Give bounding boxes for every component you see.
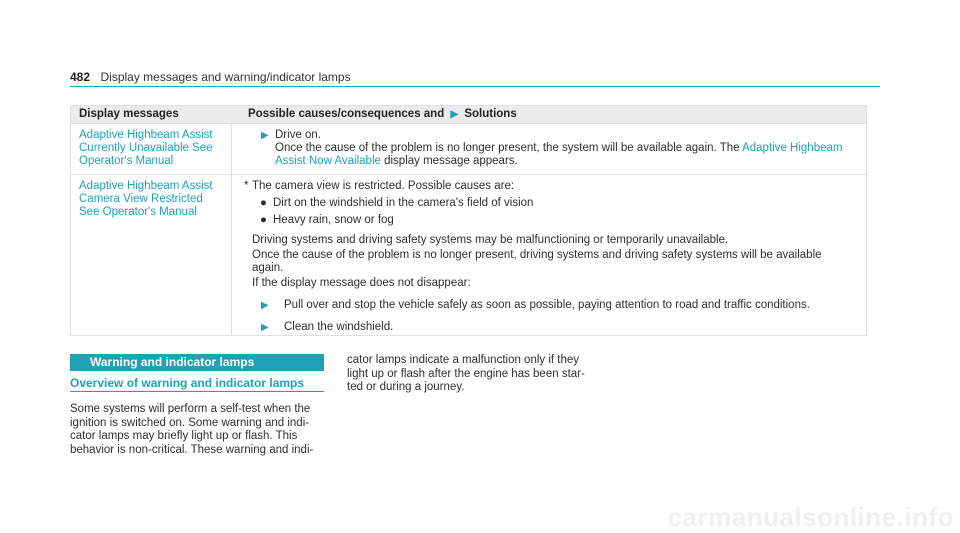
messages-table	[70, 105, 867, 336]
section-title: Warning and indicator lamps	[70, 354, 324, 371]
text-line: ted or during a journey.	[347, 381, 465, 393]
asterisk-mark: *	[244, 180, 249, 192]
paragraph	[241, 249, 858, 275]
col-display-messages: Display messages	[79, 108, 179, 120]
message-ref: Adaptive Highbeam	[742, 142, 843, 154]
text-line: cator lamps may briefly light up or flash. This	[70, 430, 298, 442]
arrow-icon: ▶	[261, 130, 269, 141]
solution-step	[241, 299, 858, 312]
col-causes-solutions	[239, 106, 866, 123]
col-header-suffix: Solutions	[464, 108, 517, 120]
text: display message appears.	[384, 155, 518, 167]
step-text: Pull over and stop the vehicle safely as soon as possible, paying attention to road and traffic conditions.	[284, 299, 810, 311]
solution-cell	[231, 175, 866, 335]
arrow-icon: ▶	[450, 109, 459, 120]
text: The camera view is restricted. Possible causes are:	[252, 180, 515, 192]
text-line: behavior is non-critical. These warning and indi-	[70, 443, 314, 456]
message-line: Currently Unavailable See	[79, 142, 213, 154]
message-ref: Assist Now Available	[275, 155, 381, 167]
col-header-prefix: Possible causes/consequences and	[248, 108, 445, 120]
message-line: See Operator's Manual	[79, 206, 197, 218]
solution-step	[241, 321, 858, 334]
page-number: 482	[70, 70, 91, 84]
table-row	[71, 174, 866, 335]
message-line: Adaptive Highbeam Assist	[79, 180, 213, 192]
cause-intro	[241, 180, 858, 193]
text: Once the cause of the problem is no longer present, the system will be available again. The	[275, 142, 740, 154]
list-item	[241, 197, 858, 210]
text-line: ignition is switched on. Some warning and indi-	[70, 416, 310, 429]
display-message	[71, 124, 231, 174]
text-line: light up or flash after the engine has been star-	[347, 367, 585, 380]
table-row	[71, 123, 866, 174]
text-line: Some systems will perform a self-test when the	[70, 403, 311, 415]
section-subtitle: Overview of warning and indicator lamps	[70, 376, 324, 392]
paragraph: Driving systems and driving safety systems may be malfunctioning or temporarily unavailable.	[252, 234, 729, 246]
watermark: carmanualsonline.info	[667, 502, 954, 532]
text-line: cator lamps indicate a malfunction only if they	[347, 354, 580, 366]
arrow-icon: ▶	[261, 322, 269, 333]
step-text: Clean the windshield.	[284, 321, 394, 333]
paragraph: If the display message does not disappear:	[252, 277, 471, 289]
text: Dirt on the windshield in the camera's field of vision	[273, 197, 534, 209]
table-header	[71, 106, 866, 123]
page-header	[70, 68, 880, 87]
bullet-icon: ●	[260, 197, 267, 209]
message-line: Adaptive Highbeam Assist	[79, 129, 213, 141]
body-text-right	[347, 354, 592, 395]
text: Once the cause of the problem is no longer present, driving systems and driving safety systems will be available	[252, 249, 822, 261]
display-message	[71, 175, 231, 335]
solution-text	[241, 142, 858, 168]
step-text: Drive on.	[275, 129, 322, 141]
arrow-icon: ▶	[261, 300, 269, 311]
message-line: Camera View Restricted	[79, 193, 203, 205]
page-title: Display messages and warning/indicator lamps	[100, 70, 351, 84]
solution-step	[241, 129, 858, 142]
message-line: Operator's Manual	[79, 155, 174, 167]
list-item	[241, 214, 858, 227]
bullet-icon: ●	[260, 214, 267, 226]
body-text-left	[70, 403, 325, 457]
text: again.	[252, 262, 284, 274]
text: Heavy rain, snow or fog	[273, 214, 394, 226]
solution-cell	[231, 124, 866, 174]
